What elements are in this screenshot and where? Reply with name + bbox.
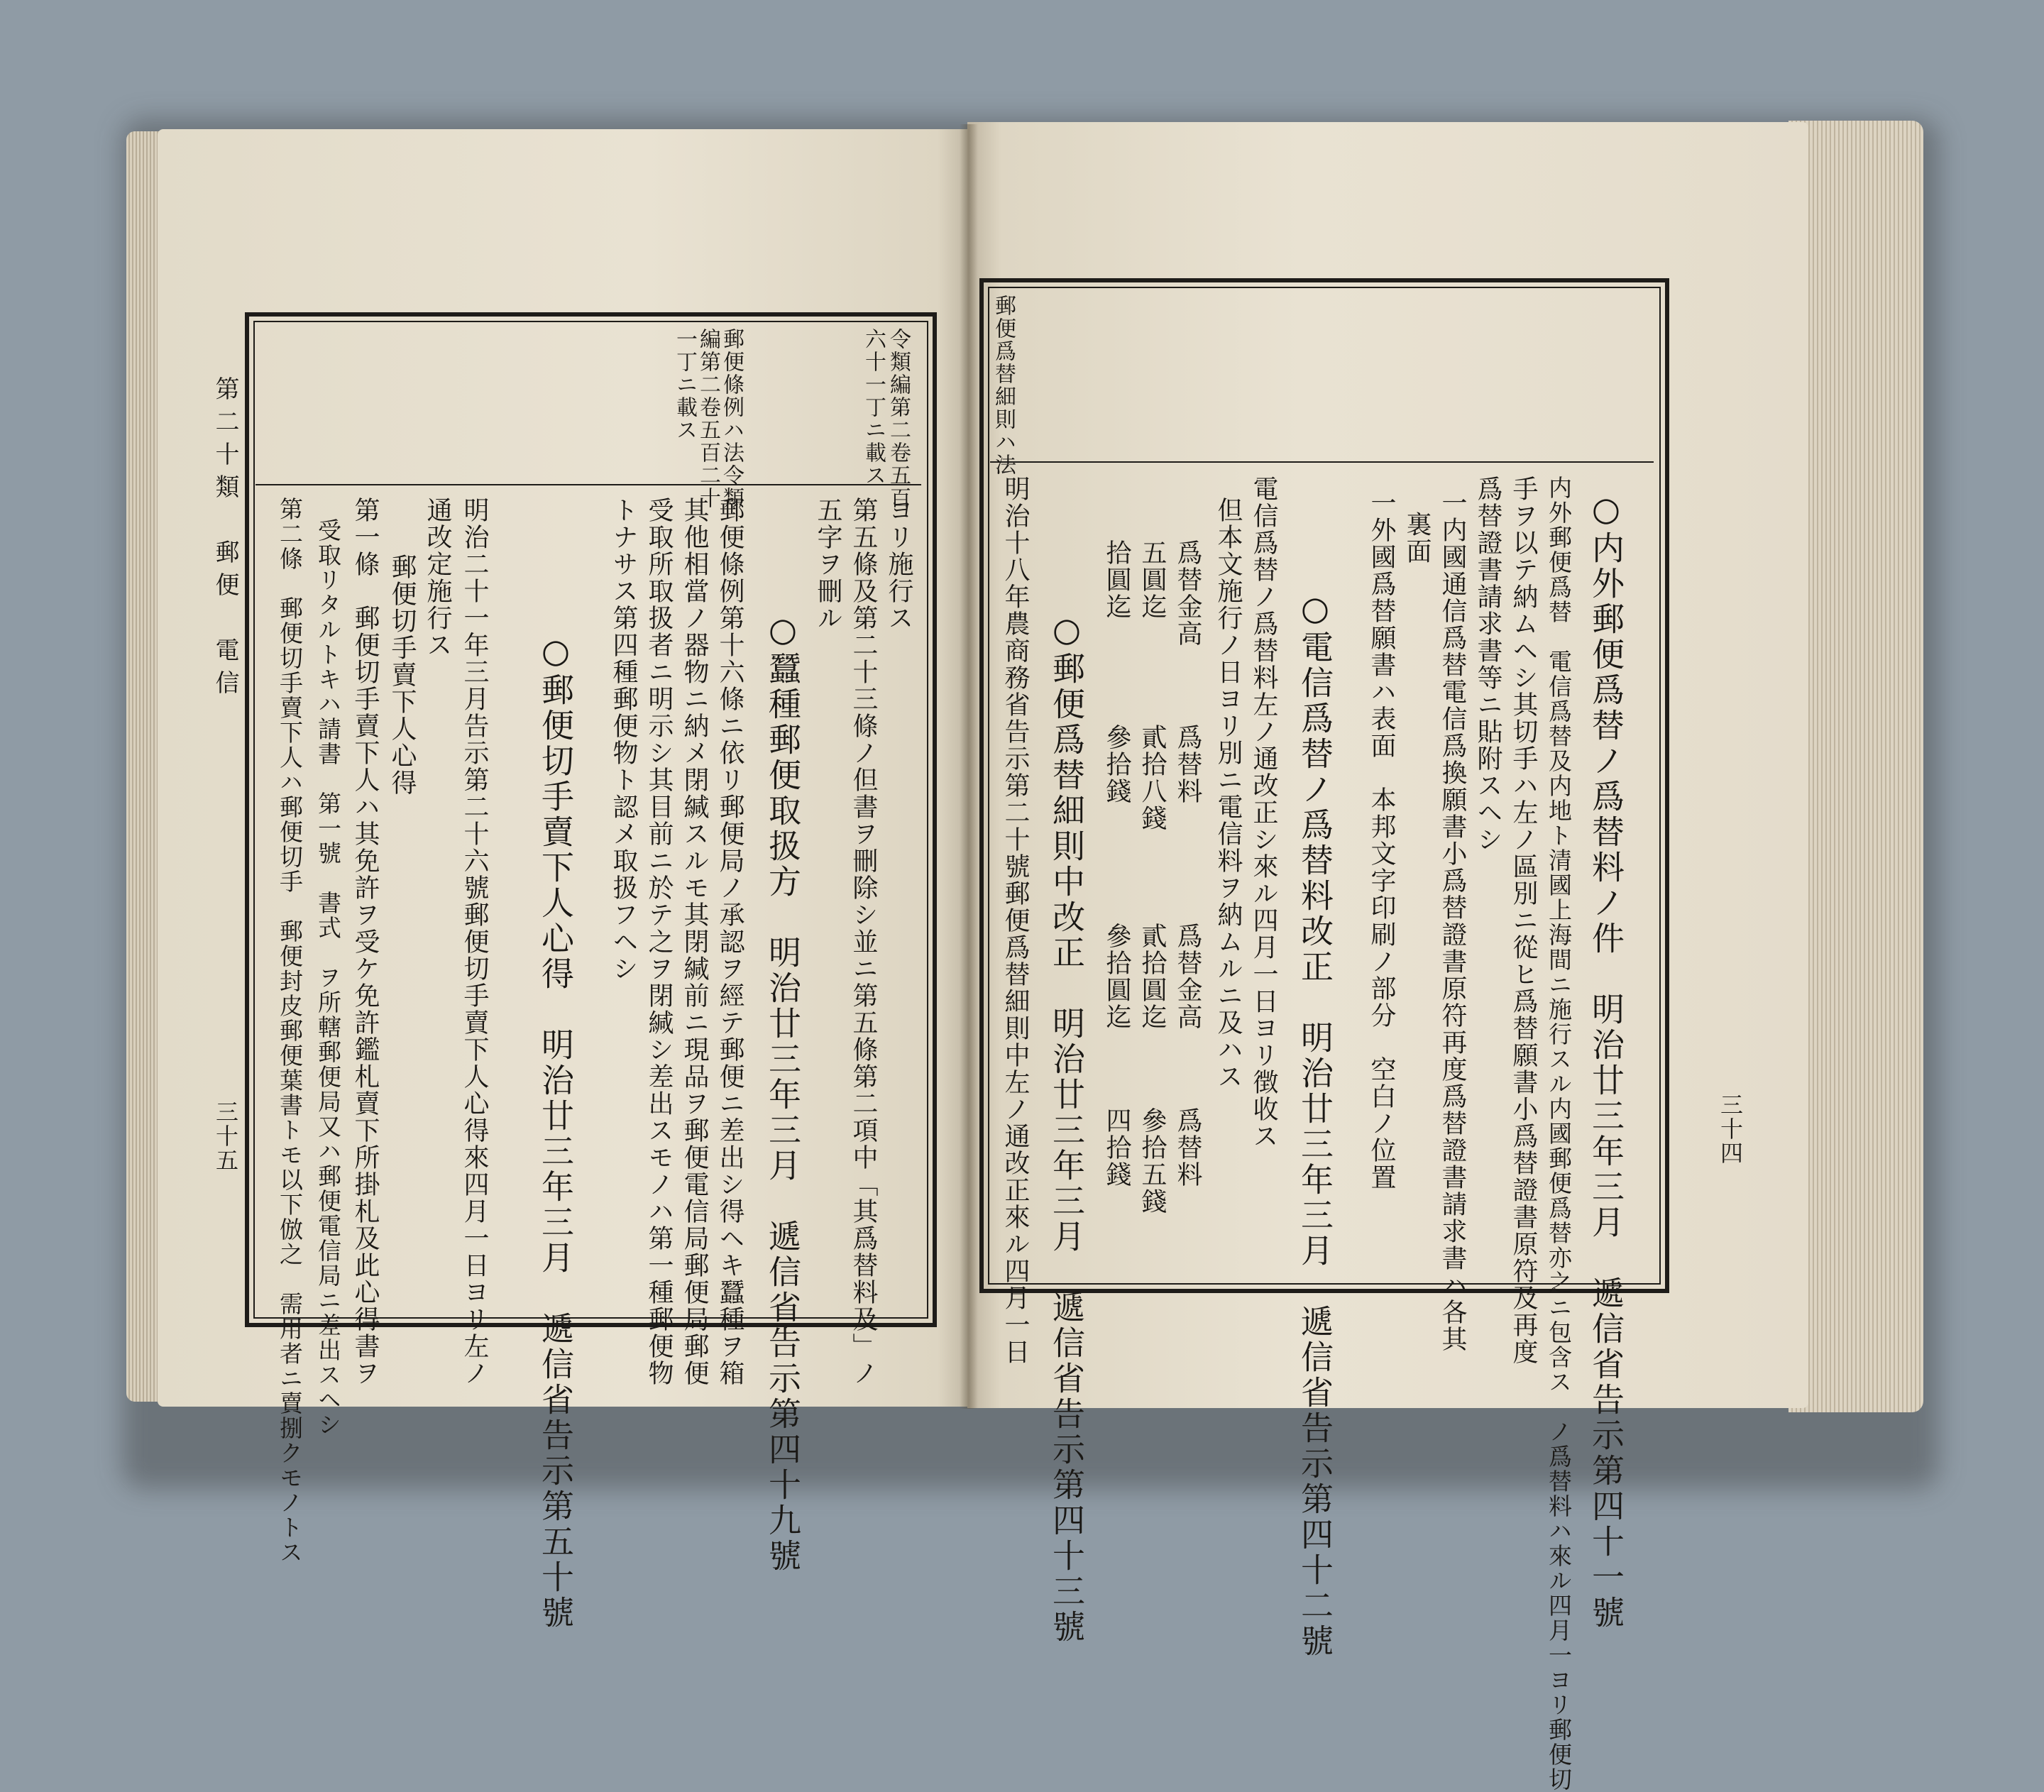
text-line: 其他相當ノ器物ニ納メ閉緘スルモ其閉緘前ニ現品ヲ郵便電信局郵便局郵便 bbox=[680, 497, 709, 1387]
fee-table-head: 爲替料 bbox=[1173, 724, 1202, 805]
fee-table-cell: 四拾錢 bbox=[1102, 1107, 1131, 1188]
text-line: 一外國爲替願書ハ表面 本邦文字印刷ノ部分 空白ノ位置 bbox=[1367, 490, 1396, 1191]
text-line: 郵便切手賣下人心得 bbox=[388, 554, 417, 796]
fee-table-head: 爲替金高 bbox=[1173, 923, 1202, 1030]
text-line: 第五條及第二十三條ノ但書ヲ刪除シ並ニ第五條第二項中「其爲替料及」ノ bbox=[849, 497, 878, 1387]
header-rule-left bbox=[256, 484, 921, 485]
text-line: 内外郵便爲替 電信爲替及内地ト清國上海間ニ施行スル内國郵便爲替亦之ニ包含ス ノ爲替料ハ來ル四月一ヨリ郵便切 bbox=[1545, 476, 1573, 1792]
text-frame-left bbox=[245, 312, 937, 1327]
text-line: 受取リタルトキハ請書 第一號 書式 ヲ所轄郵便局又ハ郵便電信局ニ差出スヘシ bbox=[314, 518, 342, 1437]
section-heading: ○蠶種郵便取扱方 明治廿三年三月 遞信省告示第四十九號 bbox=[764, 610, 802, 1574]
fee-table-cell: 參拾錢 bbox=[1102, 724, 1131, 805]
text-line: 郵便條例第十六條ニ依リ郵便局ノ承認ヲ經テ郵便ニ差出シ得ヘキ蠶種ヲ箱 bbox=[715, 497, 744, 1387]
header-rule-right bbox=[990, 461, 1654, 463]
fee-table-head: 爲替料 bbox=[1173, 1107, 1202, 1188]
fee-table-cell: 參拾圓迄 bbox=[1102, 923, 1131, 1030]
header-note: 令類編第二卷五百 bbox=[886, 328, 911, 510]
fee-table-cell: 五圓迄 bbox=[1138, 539, 1167, 620]
fee-table-cell: 參拾五錢 bbox=[1138, 1107, 1167, 1215]
header-note: 六十一丁ニ載ス bbox=[861, 328, 886, 487]
text-line: 第一條 郵便切手賣下人ハ其免許ヲ受ケ免許鑑札賣下所掛札及此心得書ヲ bbox=[351, 497, 380, 1387]
text-line: 受取所取扱者ニ明示シ其目前ニ於テ之ヲ閉緘シ差出スモノハ第一種郵便物 bbox=[644, 497, 674, 1387]
fee-table-cell: 貳拾圓迄 bbox=[1138, 923, 1167, 1030]
text-line: 電信爲替ノ爲替料左ノ通改正シ來ル四月一日ヨリ徴收ス bbox=[1249, 476, 1278, 1150]
fee-table-head: 爲替金高 bbox=[1173, 539, 1202, 647]
fee-table-cell: 拾圓迄 bbox=[1102, 539, 1131, 620]
page-number-left: 三十五 bbox=[212, 1100, 239, 1172]
section-heading: ○郵便切手賣下人心得 明治廿三年三月 遞信省告示第五十號 bbox=[537, 632, 575, 1631]
header-note: 編第二卷五百二十 bbox=[696, 328, 720, 510]
text-line: 五字ヲ刪ル bbox=[813, 497, 842, 632]
text-line: 但本文施行ノ日ヨリ別ニ電信料ヲ納ムルニ及ハス bbox=[1214, 497, 1243, 1090]
text-line: 裏面 bbox=[1402, 511, 1432, 565]
text-line: 手ヲ以テ納ムヘシ其切手ハ左ノ區別ニ從ヒ爲替願書小爲替證書原符及再度 bbox=[1509, 476, 1538, 1365]
page-edges-right bbox=[1788, 121, 1923, 1412]
running-head: 第二十類 郵便 電信 bbox=[211, 376, 239, 703]
text-line: 通改定施行ス bbox=[423, 497, 452, 659]
text-line: 一内國通信爲替電信爲換願書小爲替證書原符再度爲替證書請求書ハ各其 bbox=[1438, 490, 1467, 1353]
text-line: 第二條 郵便切手賣下人ハ郵便切手 郵便封皮郵便葉書トモ以下倣之 需用者ニ賣捌クモノトス bbox=[276, 497, 304, 1565]
book-gutter bbox=[960, 124, 978, 1409]
text-line: 明治二十一年三月告示第二十六號郵便切手賣下人心得來四月一日ヨリ左ノ bbox=[460, 497, 489, 1387]
section-heading: ○郵便爲替細則中改正 明治廿三年三月 遞信省告示第四十三號 bbox=[1048, 610, 1086, 1645]
text-line: ヨリ施行ス bbox=[884, 497, 913, 632]
fee-table-cell: 貳拾八錢 bbox=[1138, 724, 1167, 832]
text-line: トナサス第四種郵便物ト認メ取扱フヘシ bbox=[609, 497, 638, 982]
header-note: 郵便爲替細則ハ法 bbox=[991, 295, 1016, 476]
section-heading: ○内外郵便爲替ノ爲替料ノ件 明治廿三年三月 遞信省告示第四十一號 bbox=[1587, 490, 1625, 1631]
page-number-right: 三十四 bbox=[1717, 1093, 1744, 1165]
header-note: 一丁ニ載ス bbox=[672, 328, 697, 441]
section-heading: ○電信爲替ノ爲替料改正 明治廿三年三月 遞信省告示第四十二號 bbox=[1296, 589, 1334, 1659]
text-line: 爲替證書請求書等ニ貼附スヘシ bbox=[1473, 476, 1502, 853]
header-note: 郵便條例ハ法令類 bbox=[719, 328, 744, 510]
text-line: 明治十八年農商務省告示第二十號郵便爲替細則中左ノ通改正來ル四月一日 bbox=[1001, 476, 1030, 1365]
